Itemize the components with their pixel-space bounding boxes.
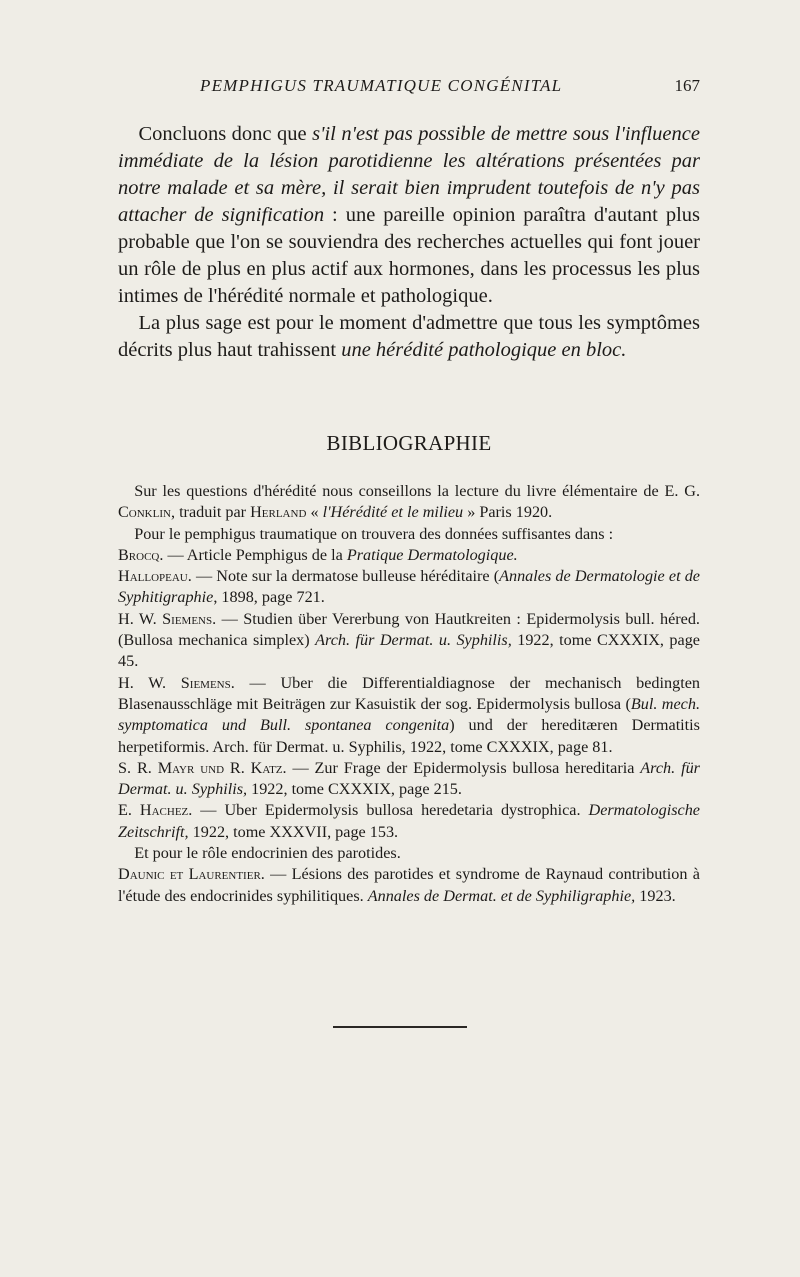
- emphasis: une hérédité pathologique en bloc.: [341, 339, 627, 361]
- body-text: [118, 121, 700, 364]
- bibliography-intro: Et pour le rôle endocrinien des parotides.: [134, 844, 401, 863]
- bibliography: [118, 481, 700, 907]
- bibliography-intro: Pour le pemphigus traumatique on trouvera des données suffisantes dans :: [134, 524, 614, 543]
- paragraph-conclusion: Concluons donc que s'il n'est pas possible de mettre sous l'influence immédiate de la lésion parotidienne les altérations présentées par notre malade et sa mère, il serait bien imprudent toutefois de n'y pas attacher de signification : une pareille opinion paraîtra d'autant plus probable que l'on se souviendra des recherches actuelles qui font jouer un rôle de plus en plus actif aux hormones, dans les processus les plus intimes de l'hérédité normale et pathologique.: [118, 123, 700, 307]
- bibliography-entry: Brocq. — Article Pemphigus de la Pratique Dermatologique.: [118, 545, 518, 564]
- bibliography-entry: S. R. Mayr und R. Katz. — Zur Frage der Epidermolysis bullosa hereditaria Arch. für Dermat. u. Syphilis, 1922, tome CXXXIX, page 215.: [118, 758, 700, 799]
- end-rule: [333, 1026, 467, 1028]
- section-heading: BIBLIOGRAPHIE: [326, 431, 492, 455]
- bibliography-entry: Daunic et Laurentier. — Lésions des parotides et syndrome de Raynaud contribution à l'étude des endocrinides syphilitiques. Annales de Dermat. et de Syphiligraphie, 1923.: [118, 865, 700, 905]
- bibliography-intro: Sur les questions d'hérédité nous conseillons la lecture du livre élémentaire de E. G. Conklin, traduit par Herland « l'Hérédité et le milieu » Paris 1920.: [118, 482, 700, 522]
- emphasis: s'il n'est pas possible de mettre sous l'influence immédiate de la lésion parotidienne les altérations présentées par notre malade et sa mère, il serait bien imprudent toutefois de n'y pas attacher de signification: [118, 123, 700, 226]
- bibliography-entry: Hallopeau. — Note sur la dermatose bulleuse héréditaire (Annales de Dermatologie et de Syphitigraphie, 1898, page 721.: [118, 567, 700, 607]
- paragraph-heredity: La plus sage est pour le moment d'admettre que tous les symptômes décrits plus haut trahissent une hérédité pathologique en bloc.: [118, 312, 700, 361]
- bibliography-entry: E. Hachez. — Uber Epidermolysis bullosa heredetaria dystrophica. Dermatologische Zeitschrift, 1922, tome XXXVII, page 153.: [118, 801, 700, 841]
- page-number: 167: [674, 76, 700, 95]
- running-head-title: PEMPHIGUS TRAUMATIQUE CONGÉNITAL: [200, 76, 563, 95]
- bibliography-entry: H. W. Siemens. — Studien über Vererbung von Hautkreiten : Epidermolysis bull. héred. (Bullosa mechanica simplex) Arch. für Dermat. u. Syphilis, 1922, tome CXXXIX, page 45.: [118, 609, 700, 671]
- bibliography-entry: H. W. Siemens. — Uber die Differentialdiagnose der mechanisch bedingten Blasenausschläge mit Beiträgen zur Kasuistik der sog. Epidermolysis bullosa (Bul. mech. symptomatica und Bull. spontanea congenita) und der hereditæren Dermatitis herpetiformis. Arch. für Dermat. u. Syphilis, 1922, tome CXXXIX, page 81.: [118, 673, 700, 756]
